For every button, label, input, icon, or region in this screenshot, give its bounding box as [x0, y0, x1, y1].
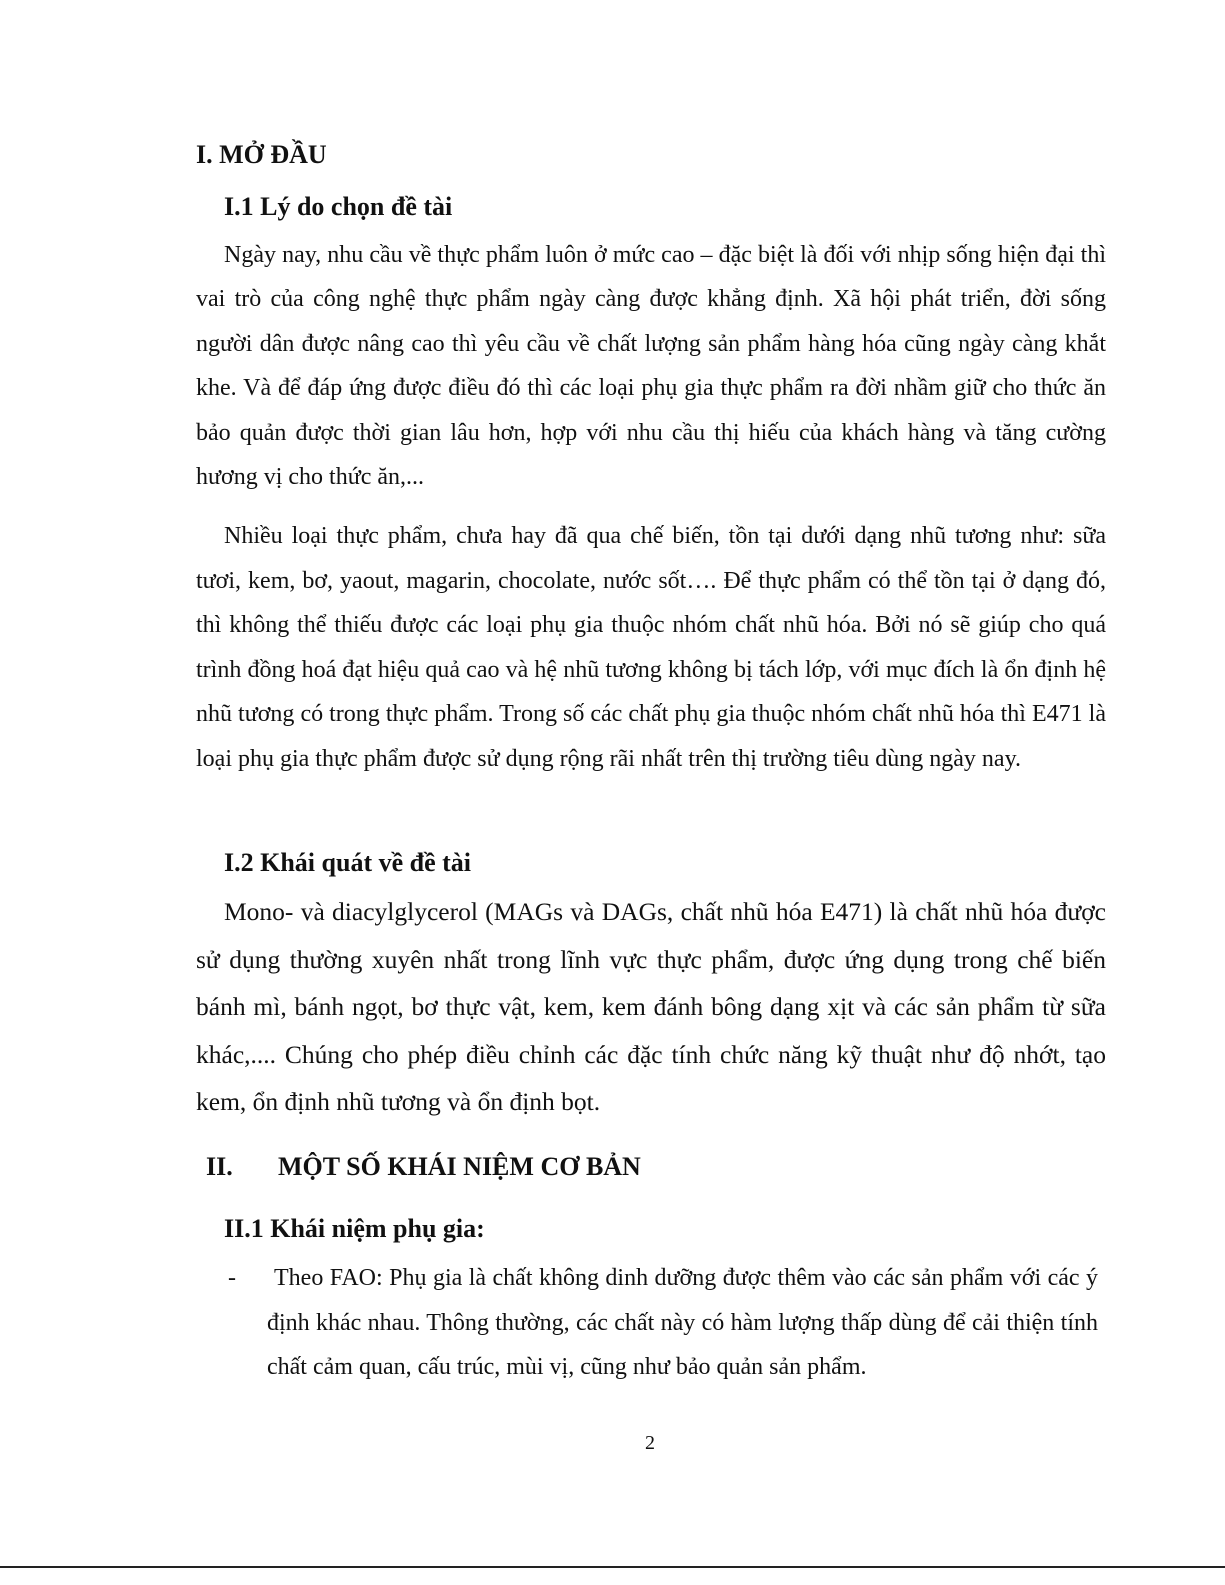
paragraph-overview: Mono- và diacylglycerol (MAGs và DAGs, chất nhũ hóa E471) là chất nhũ hóa được sử dụng thường xuyên nhất trong lĩnh vực thực phẩm, được ứng dụng trong chế biến bánh mì, bánh ngọt, bơ thực vật, kem, kem đánh bông dạng xịt và các sản phẩm từ sữa khác,.... Chúng cho phép điều chỉnh các đặc tính chức năng kỹ thuật như độ nhớt, tạo kem, ổn định nhũ tương và ổn định bọt. — [196, 897, 1106, 1117]
paragraph-reason-2: Nhiều loại thực phẩm, chưa hay đã qua chế biến, tồn tại dưới dạng nhũ tương như: sữa tươi, kem, bơ, yaout, magarin, chocolate, nước sốt…. Để thực phẩm có thể tồn tại ở dạng đó, thì không thể thiếu được các loại phụ gia thuộc nhóm chất nhũ hóa. Bởi nó sẽ giúp cho quá trình đồng hoá đạt hiệu quả cao và hệ nhũ tương không bị tách lớp, với mục đích là ổn định hệ nhũ tương có trong thực phẩm. Trong số các chất phụ gia thuộc nhóm chất nhũ hóa thì E471 là loại phụ gia thực phẩm được sử dụng rộng rãi nhất trên thị trường tiêu dùng ngày nay. — [196, 523, 1106, 772]
subsection-1-1-heading: I.1 Lý do chọn đề tài — [224, 192, 453, 221]
section-2-title: MỘT SỐ KHÁI NIỆM CƠ BẢN — [278, 1152, 641, 1181]
section-2-number: II. — [206, 1152, 233, 1181]
bottom-divider — [0, 1566, 1225, 1568]
subsection-1-2-heading: I.2 Khái quát về đề tài — [224, 848, 472, 877]
page-number: 2 — [645, 1432, 655, 1454]
list-item — [228, 1256, 1098, 1390]
section-1-heading: I. MỞ ĐẦU — [196, 140, 327, 169]
section-2-heading — [206, 1150, 641, 1184]
subsection-2-1-heading: II.1 Khái niệm phụ gia: — [224, 1214, 485, 1243]
bullet-marker: - — [228, 1265, 236, 1291]
paragraph-reason-1: Ngày nay, nhu cầu về thực phẩm luôn ở mức cao – đặc biệt là đối với nhịp sống hiện đại thì vai trò của công nghệ thực phẩm ngày càng được khẳng định. Xã hội phát triển, đời sống người dân được nâng cao thì yêu cầu về chất lượng sản phẩm hàng hóa cũng ngày càng khắt khe. Và để đáp ứng được điều đó thì các loại phụ gia thực phẩm ra đời nhầm giữ cho thức ăn bảo quản được thời gian lâu hơn, hợp với nhu cầu thị hiếu của khách hàng và tăng cường hương vị cho thức ăn,... — [196, 242, 1106, 491]
bullet-text: Theo FAO: Phụ gia là chất không dinh dưỡng được thêm vào các sản phẩm với các ý định khác nhau. Thông thường, các chất này có hàm lượng thấp dùng để cải thiện tính chất cảm quan, cấu trúc, mùi vị, cũng như bảo quản sản phẩm. — [267, 1265, 1098, 1380]
